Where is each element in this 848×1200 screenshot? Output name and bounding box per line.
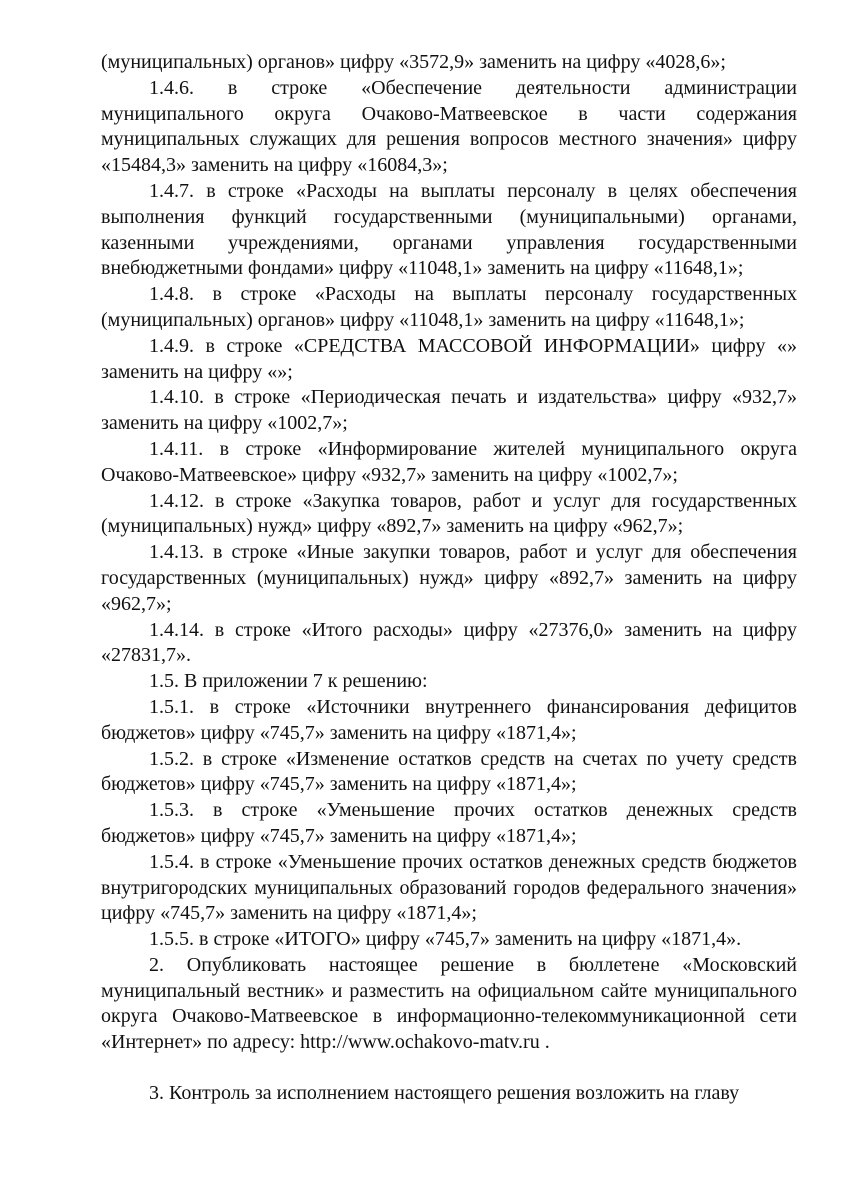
paragraph: 1.4.6. в строке «Обеспечение деятельности администрации муниципального округа Очаково-Матвеевское в части содержания муниципальных служащих для решения вопросов местного значения» цифру «15484,3» заменить на цифру «16084,3»;: [101, 76, 797, 177]
paragraph: 1.5.2. в строке «Изменение остатков средств на счетах по учету средств бюджетов» цифру «745,7» заменить на цифру «1871,4»;: [101, 747, 797, 796]
paragraph: 1.4.12. в строке «Закупка товаров, работ и услуг для государственных (муниципальных) нужд» цифру «892,7» заменить на цифру «962,7»;: [101, 489, 797, 538]
paragraph: 2. Опубликовать настоящее решение в бюллетене «Московский муниципальный вестник» и разместить на официальном сайте муниципального округа Очаково-Матвеевское в информационно-телекоммуникационной сети «Интернет» по адресу: http://www.ochakovo-matv.ru .: [101, 953, 797, 1054]
document-body: [101, 50, 797, 1107]
paragraph: 1.4.10. в строке «Периодическая печать и издательства» цифру «932,7» заменить на цифру «1002,7»;: [101, 386, 797, 435]
paragraph: 1.5. В приложении 7 к решению:: [149, 670, 428, 693]
paragraph: 1.4.13. в строке «Иные закупки товаров, работ и услуг для обеспечения государственных (муниципальных) нужд» цифру «892,7» заменить на цифру «962,7»;: [101, 541, 797, 615]
paragraph: 1.5.1. в строке «Источники внутреннего финансирования дефицитов бюджетов» цифру «745,7» заменить на цифру «1871,4»;: [101, 695, 797, 744]
paragraph: 1.4.7. в строке «Расходы на выплаты персоналу в целях обеспечения выполнения функций государственными (муниципальными) органами, казенными учреждениями, органами управления государственными внебюджетными фондами» цифру «11048,1» заменить на цифру «11648,1»;: [101, 179, 797, 280]
paragraph: (муниципальных) органов» цифру «3572,9» заменить на цифру «4028,6»;: [101, 51, 726, 73]
paragraph: 1.4.14. в строке «Итого расходы» цифру «27376,0» заменить на цифру «27831,7».: [101, 618, 797, 667]
paragraph: 1.4.11. в строке «Информирование жителей муниципального округа Очаково-Матвеевское» цифру «932,7» заменить на цифру «1002,7»;: [101, 437, 797, 486]
paragraph: 1.4.8. в строке «Расходы на выплаты персоналу государственных (муниципальных) органов» цифру «11048,1» заменить на цифру «11648,1»;: [101, 283, 797, 331]
paragraph: 1.5.3. в строке «Уменьшение прочих остатков денежных средств бюджетов» цифру «745,7» заменить на цифру «1871,4»;: [101, 799, 797, 847]
paragraph: 1.4.9. в строке «СРЕДСТВА МАССОВОЙ ИНФОРМАЦИИ» цифру «» заменить на цифру «»;: [101, 334, 797, 383]
paragraph: 1.5.4. в строке «Уменьшение прочих остатков денежных средств бюджетов внутригородских муниципальных образований городов федерального значения» цифру «745,7» заменить на цифру «1871,4»;: [101, 850, 797, 925]
paragraph: 3. Контроль за исполнением настоящего решения возложить на главу: [149, 1082, 740, 1105]
paragraph: 1.5.5. в строке «ИТОГО» цифру «745,7» заменить на цифру «1871,4».: [149, 928, 742, 951]
paragraph-gap: [101, 1056, 797, 1081]
